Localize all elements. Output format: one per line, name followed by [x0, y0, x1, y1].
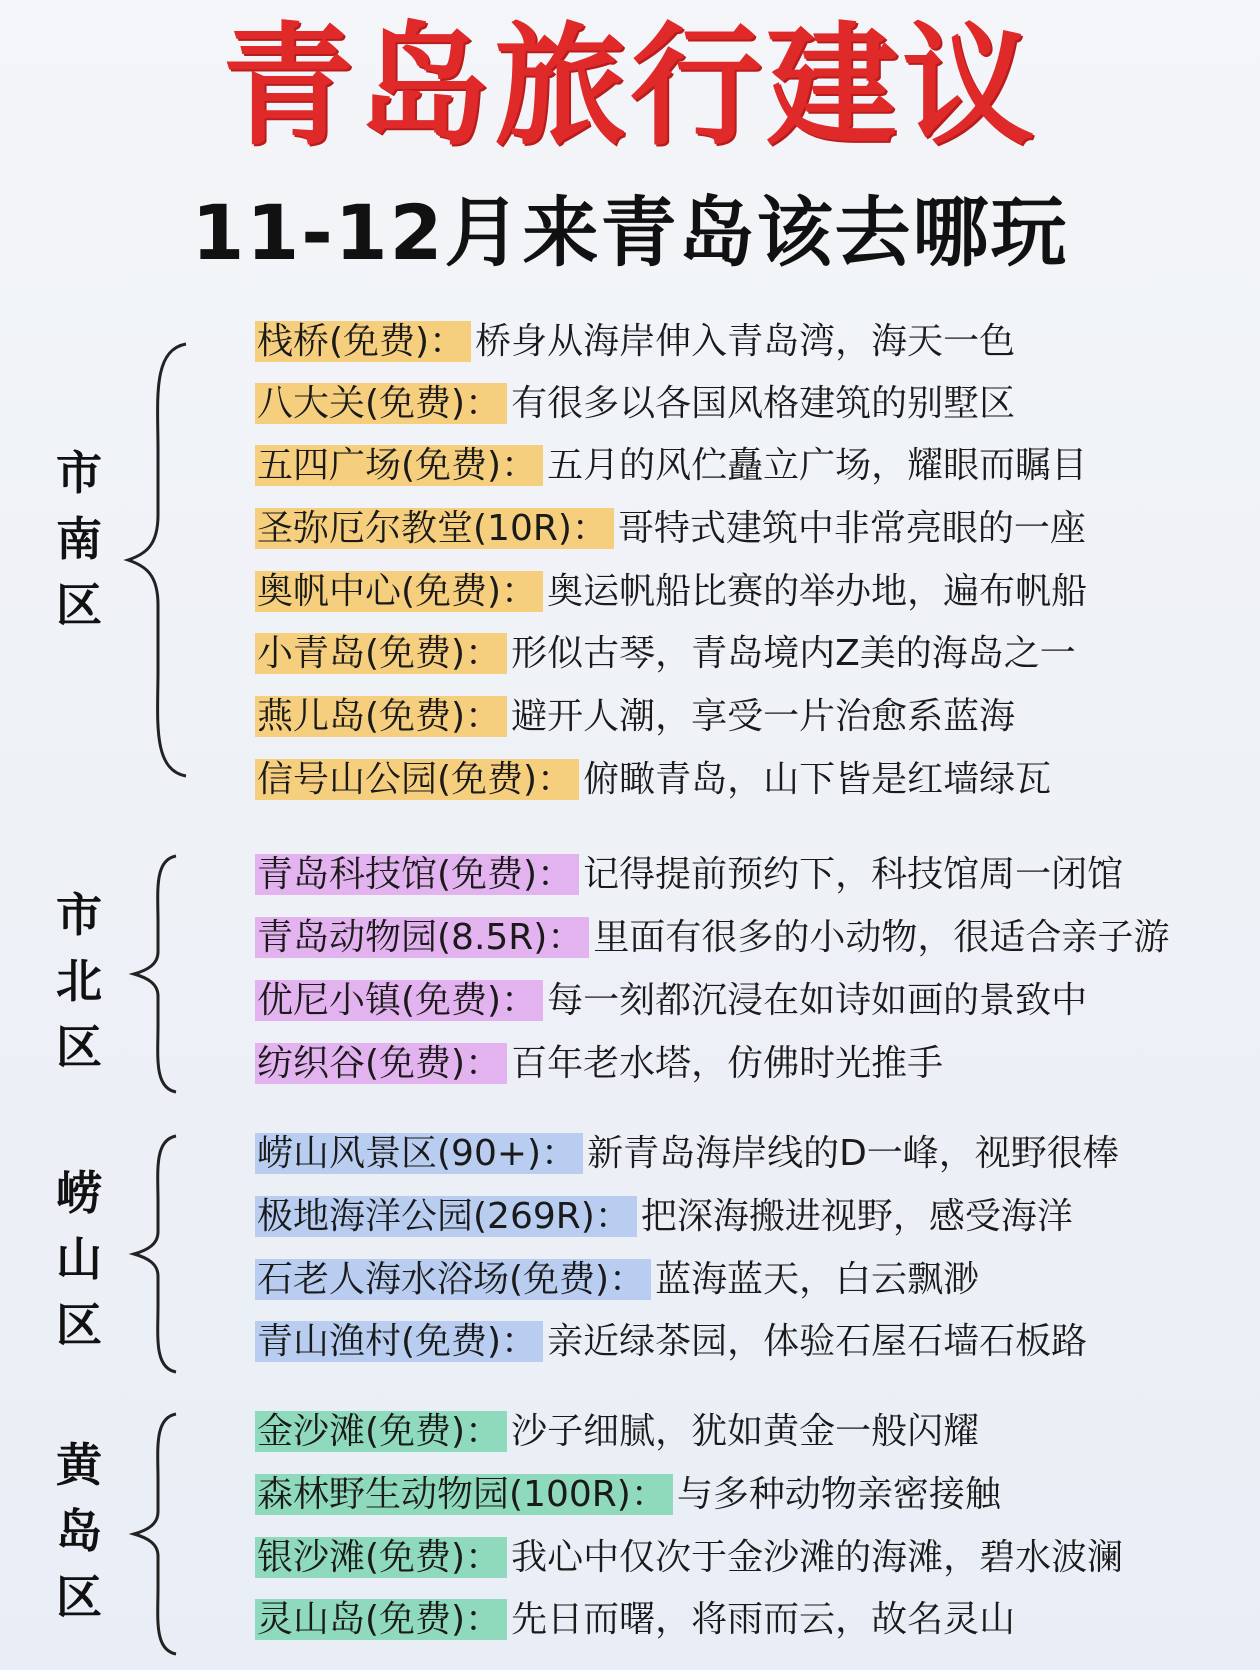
spot-desc: 五月的风伫矗立广场，耀眼而瞩目: [547, 445, 1088, 486]
spot-name: 小青岛(免费)：: [255, 633, 507, 674]
brace-huangdao: [124, 1410, 204, 1658]
spot-desc: 把深海搬进视野，感受海洋: [640, 1196, 1073, 1237]
spot-name: 极地海洋公园(269R)：: [255, 1196, 637, 1237]
spot-desc: 沙子细腻，犹如黄金一般闪耀: [511, 1411, 980, 1452]
page-title: 青岛旅行建议: [222, 10, 1038, 164]
spot-desc: 记得提前预约下，科技馆周一闭馆: [583, 854, 1124, 895]
entry-yaner-island: [255, 691, 1015, 743]
spot-name: 青岛动物园(8.5R)：: [255, 917, 589, 958]
spot-name: 青山渔村(免费)：: [255, 1321, 543, 1362]
entry-st-michael-church: [255, 503, 1086, 555]
entry-polar-ocean-park: [255, 1191, 1073, 1243]
spot-name: 五四广场(免费)：: [255, 445, 543, 486]
entry-youni-town: [255, 975, 1087, 1027]
spot-desc: 蓝海蓝天，白云飘渺: [655, 1259, 980, 1300]
entry-golden-beach: [255, 1406, 979, 1458]
spot-name: 八大关(免费)：: [255, 383, 507, 424]
spot-name: 栈桥(免费)：: [255, 321, 471, 362]
entry-xinhaoshan-park: [255, 754, 1051, 806]
entry-lingshan-island: [255, 1594, 1015, 1646]
entry-qingdao-science-museum: [255, 849, 1123, 901]
brace-shinan: [124, 340, 204, 780]
brace-shibei: [124, 852, 204, 1096]
spot-name: 信号山公园(免费)：: [255, 759, 579, 800]
entry-fangzhigu: [255, 1038, 943, 1090]
entry-forest-wildlife-park: [255, 1469, 1001, 1521]
spot-name: 圣弥厄尔教堂(10R)：: [255, 508, 614, 549]
spot-name: 崂山风景区(90+)：: [255, 1133, 583, 1174]
spot-name: 灵山岛(免费)：: [255, 1599, 507, 1640]
spot-desc: 先日而曙，将雨而云，故名灵山: [511, 1599, 1016, 1640]
spot-desc: 新青岛海岸线的D一峰，视野很棒: [587, 1133, 1119, 1174]
entry-wusi-square: [255, 440, 1087, 492]
spot-name: 纺织谷(免费)：: [255, 1043, 507, 1084]
spot-desc: 亲近绿茶园，体验石屋石墙石板路: [547, 1321, 1088, 1362]
spot-desc: 每一刻都沉浸在如诗如画的景致中: [547, 980, 1088, 1021]
spot-desc: 奥运帆船比赛的举办地，遍布帆船: [547, 571, 1088, 612]
spot-desc: 哥特式建筑中非常亮眼的一座: [617, 508, 1086, 549]
spot-desc: 桥身从海岸伸入青岛湾，海天一色: [475, 321, 1016, 362]
spot-name: 森林野生动物园(100R)：: [255, 1474, 673, 1515]
spot-desc: 避开人潮，享受一片治愈系蓝海: [511, 696, 1016, 737]
entry-xiaoqingdao: [255, 628, 1076, 680]
spot-desc: 俯瞰青岛，山下皆是红墙绿瓦: [583, 759, 1052, 800]
district-label-huangdao: 黄 岛 区: [56, 1438, 102, 1624]
spot-desc: 与多种动物亲密接触: [676, 1474, 1001, 1515]
entry-zhanqiao: [255, 316, 1015, 368]
spot-desc: 有很多以各国风格建筑的别墅区: [511, 383, 1016, 424]
district-label-laoshan: 崂 山 区: [56, 1166, 102, 1352]
spot-desc: 我心中仅次于金沙滩的海滩，碧水波澜: [511, 1537, 1124, 1578]
spot-name: 优尼小镇(免费)：: [255, 980, 543, 1021]
entry-laoshan-scenic-area: [255, 1128, 1119, 1180]
spot-desc: 里面有很多的小动物，很适合亲子游: [593, 917, 1170, 958]
spot-name: 青岛科技馆(免费)：: [255, 854, 579, 895]
entry-qingshan-fishing-village: [255, 1316, 1087, 1368]
district-label-shinan: 市 南 区: [56, 446, 102, 632]
district-label-shibei: 市 北 区: [56, 888, 102, 1074]
spot-desc: 形似古琴，青岛境内Z美的海岛之一: [511, 633, 1076, 674]
entry-silver-beach: [255, 1532, 1123, 1584]
entry-badaguan: [255, 378, 1015, 430]
spot-name: 燕儿岛(免费)：: [255, 696, 507, 737]
brace-laoshan: [124, 1132, 204, 1376]
spot-name: 金沙滩(免费)：: [255, 1411, 507, 1452]
spot-name: 奥帆中心(免费)：: [255, 571, 543, 612]
entry-shilaoren-beach: [255, 1254, 979, 1306]
spot-name: 银沙滩(免费)：: [255, 1537, 507, 1578]
spot-desc: 百年老水塔，仿佛时光推手: [511, 1043, 944, 1084]
entry-qingdao-zoo: [255, 912, 1169, 964]
page-subtitle: 11-12月来青岛该去哪玩: [191, 188, 1069, 277]
entry-olympic-sailing-center: [255, 566, 1087, 618]
spot-name: 石老人海水浴场(免费)：: [255, 1259, 651, 1300]
